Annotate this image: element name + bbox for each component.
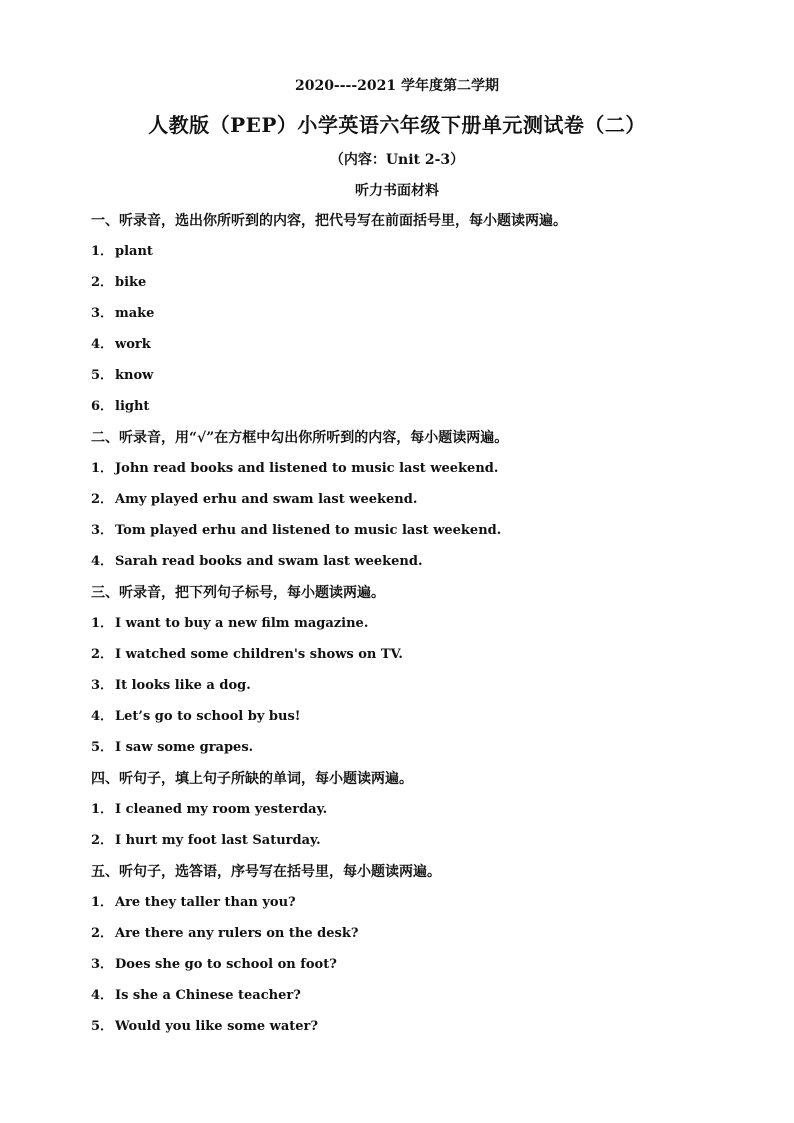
- item-number: 3．: [91, 523, 114, 538]
- item-text: It looks like a dog.: [115, 678, 251, 693]
- item-number: 4．: [91, 337, 114, 352]
- list-item: [91, 737, 771, 768]
- item-text: plant: [115, 244, 153, 259]
- item-number: 2．: [91, 492, 114, 507]
- item-text: light: [115, 399, 150, 414]
- item-number: 2．: [91, 275, 114, 290]
- item-number: 2．: [91, 647, 114, 662]
- list-item: [91, 551, 771, 582]
- list-item: [91, 799, 771, 830]
- item-text: Would you like some water?: [115, 1019, 318, 1034]
- item-number: 6．: [91, 399, 114, 414]
- list-item: [91, 1016, 771, 1047]
- list-item: [91, 241, 771, 272]
- list-item: [91, 954, 771, 985]
- item-text: Sarah read books and swam last weekend.: [115, 554, 423, 569]
- list-item: [91, 303, 771, 334]
- section-3-heading: 三、听录音，把下列句子标号，每小题读两遍。: [91, 585, 385, 601]
- item-text: know: [115, 368, 154, 383]
- list-item: [91, 334, 771, 365]
- list-item: [91, 613, 771, 644]
- list-item: [91, 985, 771, 1016]
- listening-content: [91, 210, 771, 1047]
- item-number: 5．: [91, 1019, 114, 1034]
- item-number: 2．: [91, 926, 114, 941]
- item-text: Let’s go to school by bus!: [115, 709, 301, 724]
- item-text: I saw some grapes.: [115, 740, 254, 755]
- item-number: 4．: [91, 709, 114, 724]
- item-number: 3．: [91, 678, 114, 693]
- list-item: [91, 892, 771, 923]
- item-text: I cleaned my room yesterday.: [115, 802, 328, 817]
- item-text: make: [115, 306, 155, 321]
- item-text: I hurt my foot last Saturday.: [115, 833, 321, 848]
- item-text: John read books and listened to music last weekend.: [115, 461, 499, 476]
- item-number: 1．: [91, 616, 114, 631]
- list-item: [91, 830, 771, 861]
- list-item: [91, 923, 771, 954]
- item-number: 1．: [91, 244, 114, 259]
- item-text: work: [115, 337, 151, 352]
- school-year-line: 2020----2021 学年度第二学期: [294, 78, 500, 94]
- list-item: [91, 489, 771, 520]
- item-text: I watched some children's shows on TV.: [115, 647, 403, 662]
- item-number: 1．: [91, 461, 114, 476]
- item-number: 1．: [91, 802, 114, 817]
- page-title: 人教版（PEP）小学英语六年级下册单元测试卷（二）: [148, 113, 646, 137]
- section-5-heading: 五、听句子，选答语，序号写在括号里，每小题读两遍。: [91, 864, 441, 880]
- list-item: [91, 272, 771, 303]
- item-text: Are they taller than you?: [115, 895, 296, 910]
- item-text: Are there any rulers on the desk?: [115, 926, 359, 941]
- section-1-heading: 一、听录音，选出你所听到的内容，把代号写在前面括号里，每小题读两遍。: [91, 213, 567, 229]
- item-number: 5．: [91, 368, 114, 383]
- list-item: [91, 675, 771, 706]
- item-number: 4．: [91, 554, 114, 569]
- list-item: [91, 396, 771, 427]
- item-number: 1．: [91, 895, 114, 910]
- content-scope-subtitle: （内容：Unit 2-3）: [329, 152, 465, 168]
- item-text: I want to buy a new film magazine.: [115, 616, 369, 631]
- item-text: Tom played erhu and listened to music last weekend.: [115, 523, 502, 538]
- item-number: 2．: [91, 833, 114, 848]
- list-item: [91, 644, 771, 675]
- list-item: [91, 458, 771, 489]
- item-text: bike: [115, 275, 147, 290]
- list-item: [91, 365, 771, 396]
- item-number: 3．: [91, 957, 114, 972]
- item-text: Amy played erhu and swam last weekend.: [115, 492, 418, 507]
- item-text: Is she a Chinese teacher?: [115, 988, 301, 1003]
- item-number: 5．: [91, 740, 114, 755]
- section-2-heading: 二、听录音，用“√”在方框中勾出你所听到的内容，每小题读两遍。: [91, 430, 509, 446]
- listening-material-title: 听力书面材料: [355, 183, 439, 199]
- list-item: [91, 706, 771, 737]
- list-item: [91, 520, 771, 551]
- item-text: Does she go to school on foot?: [115, 957, 337, 972]
- item-number: 4．: [91, 988, 114, 1003]
- item-number: 3．: [91, 306, 114, 321]
- section-4-heading: 四、听句子，填上句子所缺的单词，每小题读两遍。: [91, 771, 413, 787]
